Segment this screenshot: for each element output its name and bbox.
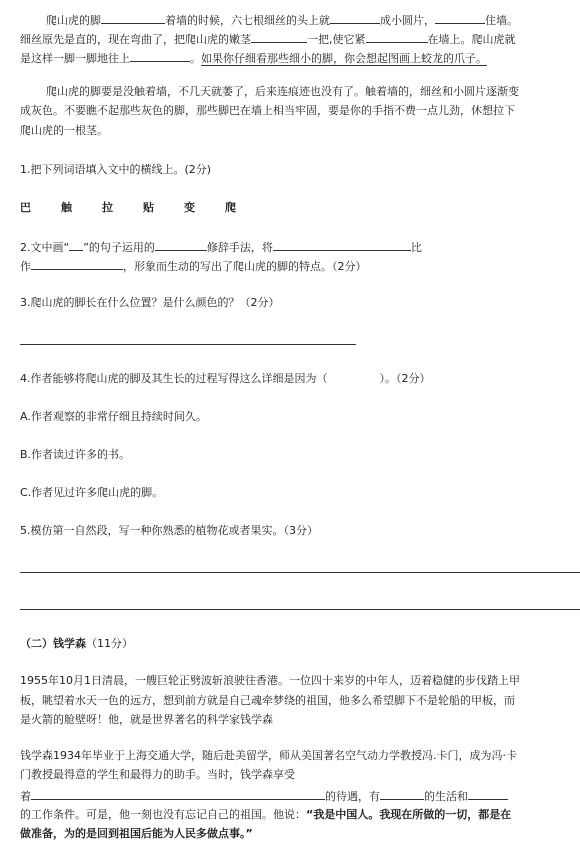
word-bank-item: 贴 <box>143 201 154 214</box>
fill-blank[interactable] <box>251 31 307 43</box>
question-1: 1.把下列词语填入文中的横线上。(2分) <box>20 163 212 176</box>
question-2: 2.文中画“ ”的句子运用的 修辞手法，将 比 <box>20 241 422 254</box>
passage-line: 爬山虎的脚 着墙的时候，六七根细丝的头上就 成小圆片， 住墙。 <box>46 14 518 27</box>
fill-blank[interactable] <box>380 788 424 800</box>
passage-line: 做准备，为的是回到祖国后能为人民多做点事。” <box>20 827 253 840</box>
question-5: 5.模仿第一自然段，写一种你熟悉的植物花或者果实。（3分） <box>20 524 318 537</box>
passage-line: 是这样一脚一脚地往上 。如果你仔细看那些细小的脚，你会想起图画上蛟龙的爪子。 <box>20 52 487 65</box>
question-2-cont: 作 ，形象而生动的写出了爬山虎的脚的特点。（2分） <box>20 260 367 273</box>
option-a: A.作者观察的非常仔细且持续时间久。 <box>20 410 207 423</box>
section-heading: （二）钱学森（11分） <box>20 637 133 650</box>
word-bank-item: 变 <box>184 201 195 214</box>
fill-blank[interactable] <box>31 258 123 270</box>
question-4: 4.作者能够将爬山虎的脚及其生长的过程写得这么详细是因为（ ）。（2分） <box>20 372 431 385</box>
option-b: B.作者读过许多的书。 <box>20 448 131 461</box>
word-bank-item: 爬 <box>225 201 236 214</box>
fill-blank[interactable] <box>273 239 411 251</box>
fill-blank[interactable] <box>130 50 190 62</box>
word-bank <box>20 201 266 214</box>
underlined-sentence: 如果你仔细看那些细小的脚，你会想起图画上蛟龙的爪子。 <box>201 52 487 65</box>
passage-line: 板，眺望着水天一色的远方，想到前方就是自己魂牵梦绕的祖国，他多么希望脚下不是轮船的甲板，而 <box>20 694 515 707</box>
answer-line[interactable] <box>20 609 580 610</box>
fill-blank[interactable] <box>101 12 165 24</box>
fill-blank[interactable] <box>435 12 485 24</box>
fill-blank[interactable] <box>366 31 428 43</box>
fill-blank[interactable] <box>31 788 325 800</box>
option-c: C.作者见过许多爬山虎的脚。 <box>20 486 164 499</box>
word-bank-item: 触 <box>61 201 72 214</box>
passage-line: 着 的待遇，有 的生活和 <box>20 788 508 803</box>
fill-blank[interactable] <box>330 12 380 24</box>
answer-line[interactable] <box>20 572 580 573</box>
passage-line: 的工作条件。可是，他一刻也没有忘记自己的祖国。他说：“我是中国人。我现在所做的一切，都是在 <box>20 808 512 821</box>
passage-line: 成灰色。不要瞧不起那些灰色的脚，那些脚巴在墙上相当牢固，要是你的手指不费一点儿劲，休想拉下 <box>20 104 515 117</box>
passage-line: 1955年10月1日清晨，一艘巨轮正劈波斩浪驶往香港。一位四十来岁的中年人，迈着稳健的步伐踏上甲 <box>20 674 520 687</box>
passage-line: 爬山虎的一根茎。 <box>20 124 108 137</box>
passage-line: 是火箭的舱壁呀！他，就是世界著名的科学家钱学森 <box>20 713 273 726</box>
answer-line[interactable] <box>20 344 356 345</box>
passage-line: 爬山虎的脚要是没触着墙，不几天就萎了，后来连痕迹也没有了。触着墙的，细丝和小圆片逐渐变 <box>46 85 519 98</box>
passage-line: 门教授最得意的学生和最得力的助手。当时，钱学森享受 <box>20 768 295 781</box>
fill-blank[interactable] <box>468 788 508 800</box>
word-bank-item: 拉 <box>102 201 113 214</box>
fill-blank[interactable] <box>69 239 83 251</box>
question-3: 3.爬山虎的脚长在什么位置？是什么颜色的？（2分） <box>20 296 280 309</box>
fill-blank[interactable] <box>155 239 207 251</box>
passage-line: 钱学森1934年毕业于上海交通大学，随后赴美留学，师从美国著名空气动力学教授冯.卡门，成为冯·卡 <box>20 749 517 762</box>
passage-line: 细丝原先是直的，现在弯曲了，把爬山虎的嫩茎 一把,使它紧 在墙上。爬山虎就 <box>20 33 516 46</box>
word-bank-item: 巴 <box>20 201 31 214</box>
